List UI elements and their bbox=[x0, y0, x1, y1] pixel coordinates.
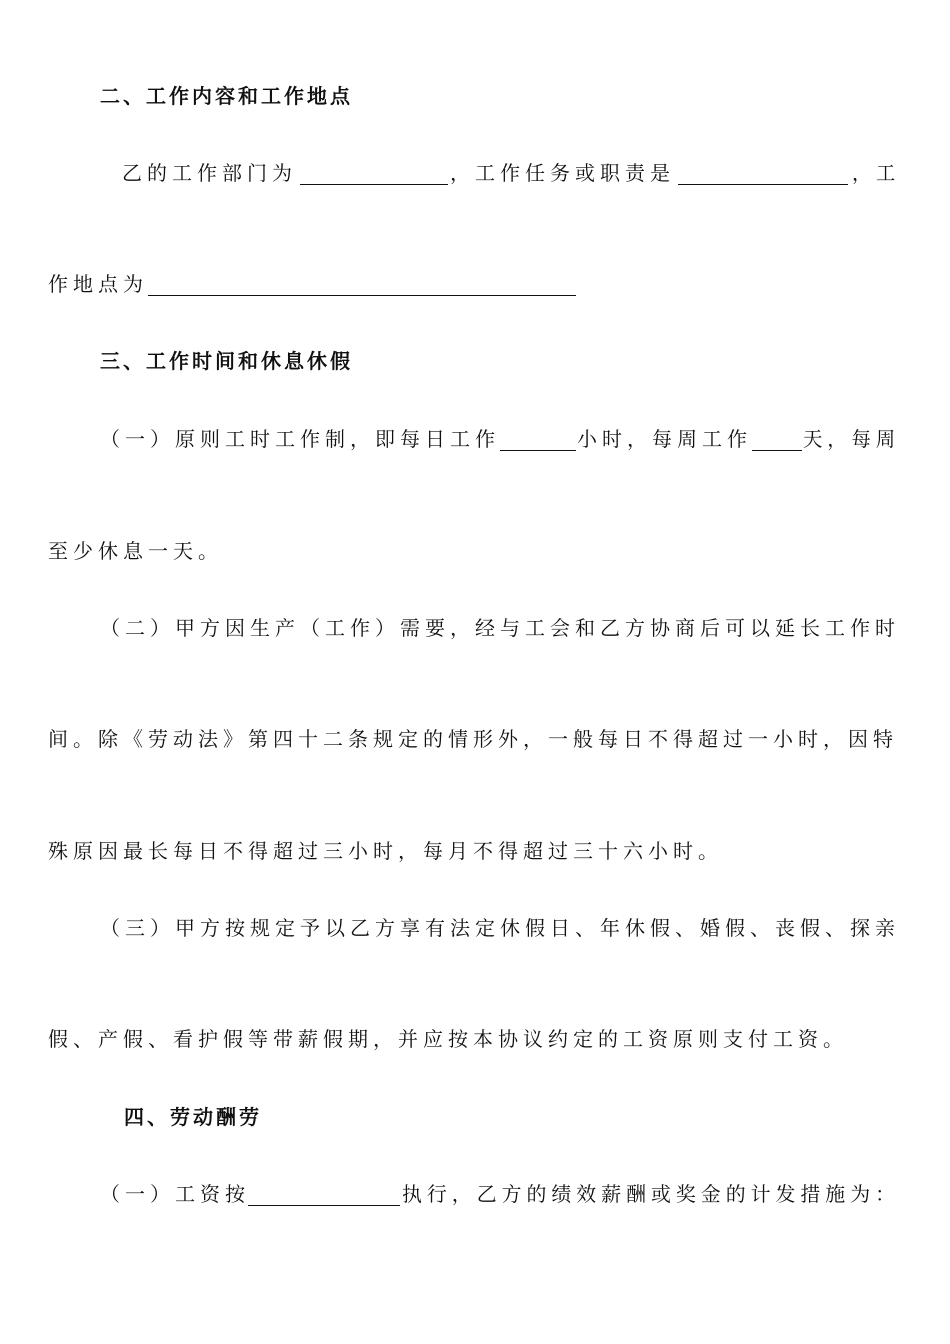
text-segment: 假、产假、看护假等带薪假期，并应按本协议约定的工资原则支付工资。 bbox=[48, 1027, 848, 1051]
paragraph-line bbox=[0, 608, 950, 648]
paragraph-line bbox=[0, 419, 950, 459]
text-segment: 乙的工作部门为 bbox=[122, 161, 297, 185]
weekly-days-blank[interactable] bbox=[752, 450, 802, 451]
salary-basis-blank[interactable] bbox=[248, 1205, 400, 1206]
paragraph-line bbox=[0, 1019, 950, 1059]
paragraph-line bbox=[0, 531, 950, 571]
paragraph-line bbox=[0, 153, 950, 193]
work-location-blank[interactable] bbox=[148, 295, 576, 296]
section-heading-3-line bbox=[0, 341, 950, 381]
text-segment: 执行，乙方的绩效薪酬或奖金的计发措施为： bbox=[402, 1182, 900, 1206]
paragraph-line bbox=[0, 1174, 950, 1214]
section-heading-3: 三、工作时间和休息休假 bbox=[100, 349, 353, 373]
text-segment: ，工作任务或职责是 bbox=[450, 161, 675, 185]
text-segment: （一）工资按 bbox=[100, 1182, 250, 1206]
duties-blank[interactable] bbox=[678, 184, 848, 185]
section-heading-2-line bbox=[0, 76, 950, 116]
section-heading-2: 二、工作内容和工作地点 bbox=[100, 84, 353, 108]
daily-hours-blank[interactable] bbox=[500, 450, 576, 451]
section-heading-4: 四、劳动酬劳 bbox=[124, 1105, 262, 1129]
paragraph-line bbox=[0, 908, 950, 948]
paragraph-line bbox=[0, 719, 950, 759]
text-segment: 间。除《劳动法》第四十二条规定的情形外，一般每日不得超过一小时，因特 bbox=[48, 727, 898, 751]
text-segment: 小时，每周工作 bbox=[577, 427, 752, 451]
text-segment: （一）原则工时工作制，即每日工作 bbox=[100, 427, 500, 451]
text-segment: 至少休息一天。 bbox=[48, 539, 223, 563]
department-blank[interactable] bbox=[300, 184, 448, 185]
text-segment: （三）甲方按规定予以乙方享有法定休假日、年休假、婚假、丧假、探亲 bbox=[100, 916, 900, 940]
paragraph-line bbox=[0, 264, 950, 304]
text-segment: 殊原因最长每日不得超过三小时，每月不得超过三十六小时。 bbox=[48, 839, 723, 863]
section-heading-4-line bbox=[0, 1097, 950, 1137]
text-segment: 天，每周 bbox=[803, 427, 900, 451]
text-segment: 作地点为 bbox=[48, 272, 148, 296]
text-segment: （二）甲方因生产（工作）需要，经与工会和乙方协商后可以延长工作时 bbox=[100, 616, 900, 640]
text-segment: ，工 bbox=[852, 161, 900, 185]
paragraph-line bbox=[0, 831, 950, 871]
